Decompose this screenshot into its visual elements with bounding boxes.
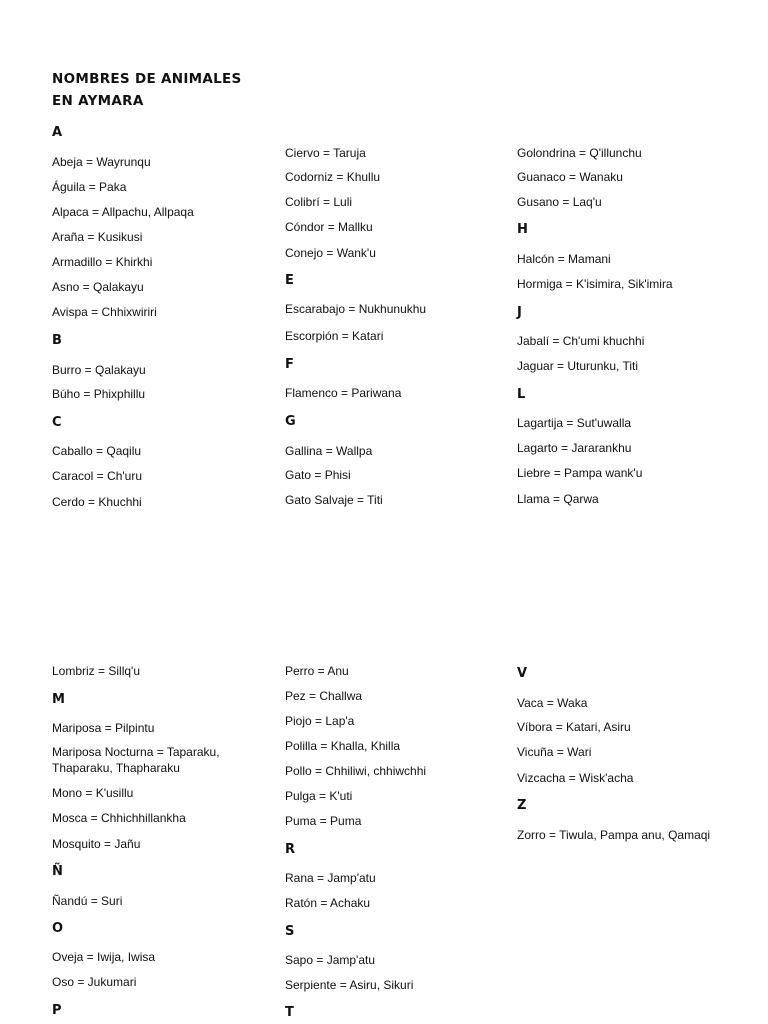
- glossary-entry: Polilla = Khalla, Khilla: [285, 739, 401, 753]
- glossary-entry: Vizcacha = Wisk'acha: [517, 771, 634, 785]
- glossary-entry: Vaca = Waka: [517, 696, 588, 710]
- glossary-entry: Víbora = Katari, Asiru: [517, 720, 631, 734]
- glossary-entry: Escorpión = Katari: [285, 329, 384, 343]
- section-heading: F: [285, 357, 294, 372]
- section-heading: H: [517, 222, 528, 237]
- section-heading: L: [517, 387, 526, 402]
- glossary-entry: Ratón = Achaku: [285, 896, 371, 910]
- glossary-entry: Zorro = Tiwula, Pampa anu, Qamaqi: [517, 828, 711, 842]
- glossary-entry: Lombriz = Sillq'u: [52, 664, 140, 678]
- title-line-2: EN AYMARA: [52, 93, 144, 109]
- section-heading: V: [517, 666, 528, 681]
- glossary-entry: Piojo = Lap'a: [285, 714, 355, 728]
- glossary-entry: Avispa = Chhixwiriri: [52, 305, 157, 319]
- section-heading: C: [52, 415, 62, 430]
- glossary-entry: Mosca = Chhichhillankha: [52, 811, 186, 825]
- section-heading: G: [285, 414, 296, 429]
- section-heading: J: [517, 305, 522, 320]
- glossary-entry: Jaguar = Uturunku, Titi: [517, 359, 639, 373]
- glossary-entry: Gusano = Laq'u: [517, 195, 602, 209]
- glossary-entry: Ciervo = Taruja: [285, 146, 366, 160]
- glossary-entry: Flamenco = Pariwana: [285, 386, 402, 400]
- glossary-entry: Lagartija = Sut'uwalla: [517, 416, 632, 430]
- glossary-entry: Puma = Puma: [285, 814, 362, 828]
- glossary-entry: Asno = Qalakayu: [52, 280, 144, 294]
- section-heading: O: [52, 921, 64, 936]
- glossary-entry: Escarabajo = Nukhunukhu: [285, 302, 427, 316]
- glossary-entry: Alpaca = Allpachu, Allpaqa: [52, 205, 194, 219]
- document-title: [52, 68, 242, 112]
- glossary-entry: Mosquito = Jañu: [52, 837, 141, 851]
- glossary-entry: Liebre = Pampa wank'u: [517, 466, 643, 480]
- glossary-entry: Jabalí = Ch'umi khuchhi: [517, 334, 645, 348]
- glossary-entry: Armadillo = Khirkhi: [52, 255, 153, 269]
- glossary-entry: Cerdo = Khuchhi: [52, 495, 142, 509]
- glossary-entry: Caracol = Ch'uru: [52, 469, 142, 483]
- glossary-entry: Codorniz = Khullu: [285, 170, 381, 184]
- section-heading: R: [285, 842, 296, 857]
- glossary-entry: Burro = Qalakayu: [52, 363, 146, 377]
- glossary-entry: Mariposa = Pilpintu: [52, 721, 155, 735]
- section-heading: E: [285, 273, 294, 288]
- glossary-entry: Araña = Kusikusi: [52, 230, 143, 244]
- title-line-1: NOMBRES DE ANIMALES: [52, 71, 242, 87]
- glossary-entry: Búho = Phixphillu: [52, 387, 146, 401]
- glossary-entry: Golondrina = Q'illunchu: [517, 146, 642, 160]
- glossary-entry: Oso = Jukumari: [52, 975, 137, 989]
- glossary-entry: Guanaco = Wanaku: [517, 170, 623, 184]
- glossary-entry: Serpiente = Asiru, Sikuri: [285, 978, 414, 992]
- glossary-entry: Caballo = Qaqilu: [52, 444, 142, 458]
- glossary-entry: Sapo = Jamp'atu: [285, 953, 376, 967]
- glossary-entry: Gallina = Wallpa: [285, 444, 373, 458]
- section-heading: B: [52, 333, 62, 348]
- glossary-entry: Pulga = K'uti: [285, 789, 353, 803]
- glossary-entry: Lagarto = Jararankhu: [517, 441, 632, 455]
- section-heading: Ñ: [52, 864, 63, 879]
- glossary-entry: Mono = K'usillu: [52, 786, 134, 800]
- glossary-entry: Pez = Challwa: [285, 689, 363, 703]
- glossary-entry: Colibrí = Luli: [285, 195, 353, 209]
- glossary-entry: Rana = Jamp'atu: [285, 871, 376, 885]
- glossary-entry: Ñandú = Suri: [52, 894, 123, 908]
- section-heading: S: [285, 924, 295, 939]
- section-heading: M: [52, 692, 65, 707]
- glossary-entry: Abeja = Wayrunqu: [52, 155, 151, 169]
- glossary-entry: Gato Salvaje = Titi: [285, 493, 383, 507]
- glossary-entry: Llama = Qarwa: [517, 492, 599, 506]
- glossary-entry: Cóndor = Mallku: [285, 220, 373, 234]
- section-heading: Z: [517, 798, 527, 813]
- glossary-entry: Perro = Anu: [285, 664, 349, 678]
- section-heading: A: [52, 125, 63, 140]
- glossary-entry: Vicuña = Wari: [517, 745, 592, 759]
- glossary-entry: Oveja = Iwija, Iwisa: [52, 950, 156, 964]
- glossary-entry: Halcón = Mamani: [517, 252, 611, 266]
- glossary-entry: Pollo = Chhiliwi, chhiwchhi: [285, 764, 427, 778]
- glossary-entry: Gato = Phisi: [285, 468, 351, 482]
- glossary-entry: Hormiga = K'isimira, Sik'imira: [517, 277, 673, 291]
- glossary-entry: Mariposa Nocturna = Taparaku, Thaparaku, Thapharaku: [52, 745, 220, 775]
- section-heading: T: [285, 1005, 294, 1020]
- glossary-entry: Conejo = Wank'u: [285, 246, 376, 260]
- section-heading: P: [52, 1003, 62, 1018]
- glossary-entry: Águila = Paka: [52, 180, 127, 194]
